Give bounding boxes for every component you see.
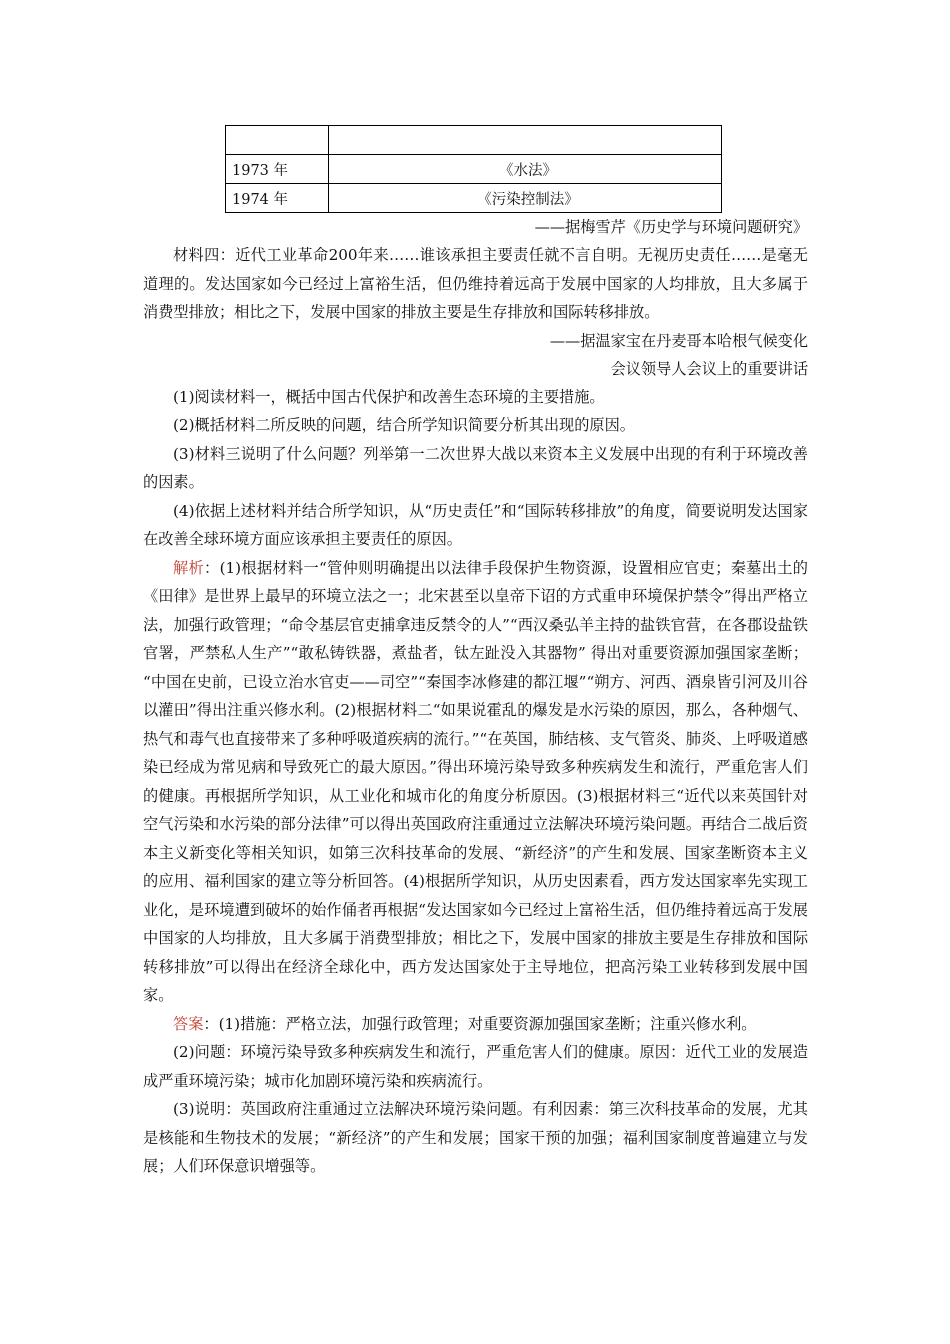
table-source: ——据梅雪芹《历史学与环境问题研究》 — [534, 218, 808, 236]
question-2: (2)概括材料二所反映的问题，结合所学知识简要分析其出现的原因。 — [173, 416, 635, 434]
answer-item-3: (3)说明：英国政府注重通过立法解决环境污染问题。有利因素：第三次科技革命的发展，尤其是核能和生物技术的发展；“新经济”的产生和发展；国家干预的加强；福利国家制度普遍建立与发展；人们环保意识增强等。 — [143, 1100, 808, 1175]
year-cell — [226, 126, 329, 155]
analysis-paragraph — [143, 554, 808, 1010]
answer-paragraph — [143, 1010, 808, 1039]
question-3: (3)材料三说明了什么问题？列举第一二次世界大战以来资本主义发展中出现的有利于环境改善的因素。 — [143, 444, 808, 491]
table-row — [226, 184, 722, 213]
table-row — [226, 155, 722, 184]
law-table — [225, 125, 722, 213]
material-four: 材料四：近代工业革命200年来……谁该承担主要责任就不言自明。无视历史责任……是毫无道理的。发达国家如今已经过上富裕生活，但仍维持着远高于发展中国家的人均排放，且大多属于消费型排放；相比之下，发展中国家的排放主要是生存排放和国际转移排放。 — [143, 246, 808, 321]
material-four-source-line1: ——据温家宝在丹麦哥本哈根气候变化 — [549, 331, 808, 350]
document-page — [143, 125, 808, 1181]
law-cell — [329, 126, 722, 155]
table-row — [226, 126, 722, 155]
analysis-label: 解析 — [173, 558, 205, 577]
answer-item-2: (2)问题：环境污染导致多种疾病发生和流行，严重危害人们的健康。原因：近代工业的发展造成严重环境污染；城市化加剧环境污染和疾病流行。 — [143, 1043, 808, 1090]
question-4: (4)依据上述材料并结合所学知识，从“历史责任”和“国际转移排放”的角度，简要说明发达国家在改善全球环境方面应该承担主要责任的原因。 — [143, 501, 808, 548]
material-four-source-line2: 会议领导人会议上的重要讲话 — [610, 359, 808, 378]
year-cell: 1974 年 — [226, 184, 329, 213]
law-cell: 《污染控制法》 — [329, 184, 722, 213]
question-1: (1)阅读材料一，概括中国古代保护和改善生态环境的主要措施。 — [173, 387, 605, 406]
answer-label: 答案 — [173, 1014, 204, 1033]
analysis-text: ：(1)根据材料一“管仲则明确提出以法律手段保护生物资源，设置相应官吏；秦墓出土的《田律》是世界上最早的环境立法之一；北宋甚至以皇帝下诏的方式重申环境保护禁令”得出严格立法，加强行政管理；“命令基层官吏捕拿违反禁令的人”“西汉桑弘羊主持的盐铁官营，在各郡设盐铁官署，严禁私人生产”“敢私铸铁器，煮盐者，钛左趾没入其器物” 得出对重要资源加强国家垄断； “中国在史前，已设立治水官吏——司空”“秦国李冰修建的都江堰”“朔方、河西、酒泉皆引河及川谷以灌田”得出注重兴修水利。(2)根据材料二“如果说霍乱的爆发是水污染的原因，那么，各种烟气、热气和毒气也直接带来了多种呼吸道疾病的流行。”“在英国，肺结核、支气管炎、肺炎、上呼吸道感染已经成为常见病和导致死亡的最大原因。”得出环境污染导致多种疾病发生和流行，严重危害人们的健康。再根据所学知识，从工业化和城市化的角度分析原因。(3)根据材料三“近代以来英国针对空气污染和水污染的部分法律”可以得出英国政府注重通过立法解决环境污染问题。再结合二战后资本主义新变化等相关知识，如第三次科技革命的发展、“新经济”的产生和发展、国家垄断资本主义的应用、福利国家的建立等分析回答。(4)根据所学知识，从历史因素看，西方发达国家率先实现工业化，是环境遭到破坏的始作俑者再根据“发达国家如今已经过上富裕生活，但仍维持着远高于发展中国家的人均排放，且大多属于消费型排放；相比之下，发展中国家的排放主要是生存排放和国际转移排放”可以得出在经济全球化中，西方发达国家处于主导地位，把高污染工业转移到发展中国家。 — [143, 558, 808, 1004]
law-cell: 《水法》 — [329, 155, 722, 184]
year-cell: 1973 年 — [226, 155, 329, 184]
answer-text: ：(1)措施：严格立法，加强行政管理；对重要资源加强国家垄断；注重兴修水利。 — [203, 1014, 757, 1033]
